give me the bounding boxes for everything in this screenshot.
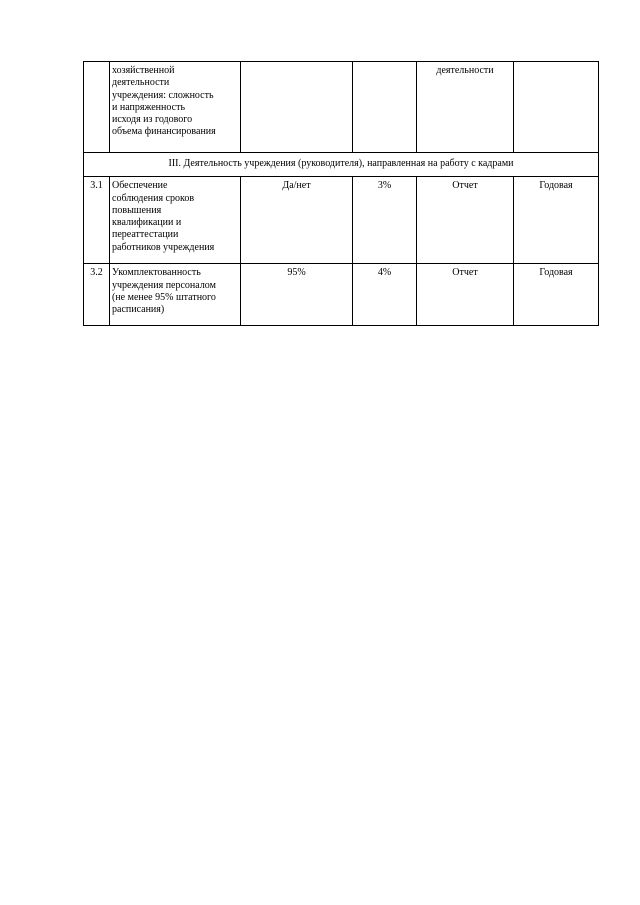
criterion-name-cell: Обеспечение соблюдения сроков повышения квалификации и переаттестации работников учреждения	[110, 177, 241, 264]
period-cell: Годовая	[514, 177, 599, 264]
criterion-name-cell: хозяйственной деятельности учреждения: сложность и напряженность исходя из годового объема финансирования	[110, 62, 241, 153]
section-title: III. Деятельность учреждения (руководителя), направленная на работу с кадрами	[84, 153, 599, 177]
criterion-name-cell: Укомплектованность учреждения персоналом (не менее 95% штатного расписания)	[110, 264, 241, 326]
period-cell	[514, 62, 599, 153]
criterion-value-cell: 95%	[241, 264, 353, 326]
criterion-weight-cell: 3%	[353, 177, 417, 264]
criterion-weight-cell	[353, 62, 417, 153]
criterion-value-cell: Да/нет	[241, 177, 353, 264]
table-row	[84, 62, 599, 153]
table-row	[84, 177, 599, 264]
row-number-cell: 3.2	[84, 264, 110, 326]
criteria-table	[83, 61, 599, 326]
report-form-cell: Отчет	[417, 177, 514, 264]
criterion-value-cell	[241, 62, 353, 153]
row-number-cell	[84, 62, 110, 153]
period-cell: Годовая	[514, 264, 599, 326]
criterion-weight-cell: 4%	[353, 264, 417, 326]
row-number-cell: 3.1	[84, 177, 110, 264]
report-form-cell: деятельности	[417, 62, 514, 153]
table-row	[84, 264, 599, 326]
report-form-cell: Отчет	[417, 264, 514, 326]
section-header-row	[84, 153, 599, 177]
